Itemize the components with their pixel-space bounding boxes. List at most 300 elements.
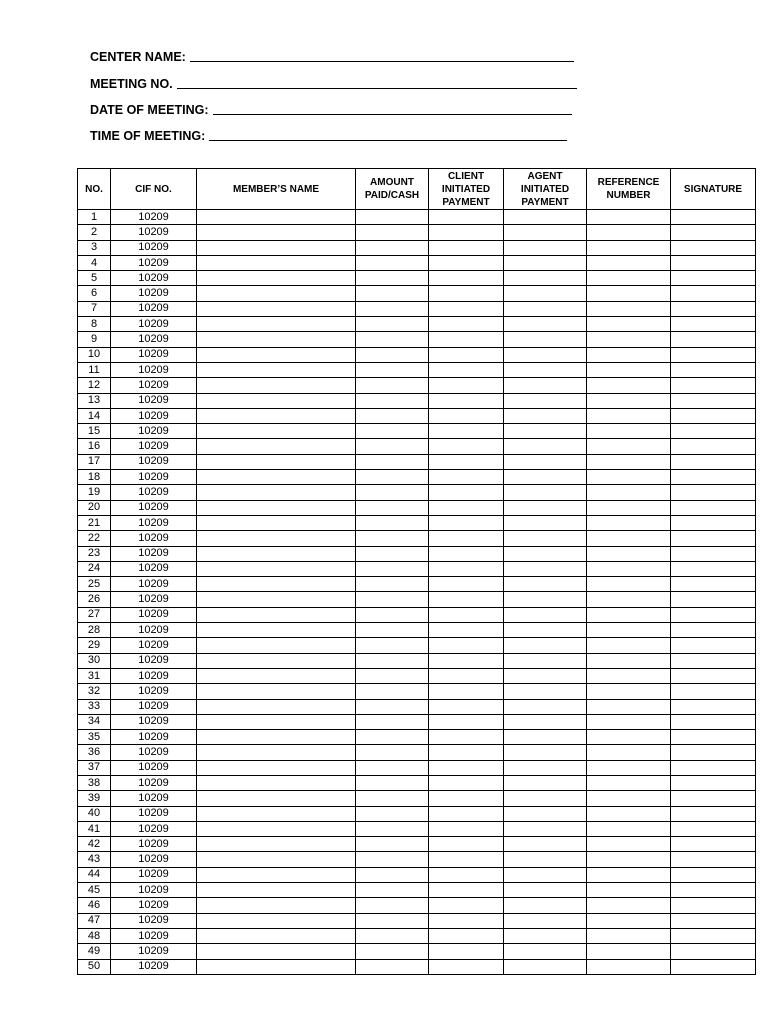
agent-initiated-payment-cell[interactable] bbox=[504, 653, 587, 668]
agent-initiated-payment-cell[interactable] bbox=[504, 210, 587, 225]
client-initiated-payment-cell[interactable] bbox=[429, 730, 504, 745]
member-name-cell[interactable] bbox=[197, 301, 356, 316]
agent-initiated-payment-cell[interactable] bbox=[504, 408, 587, 423]
signature-cell[interactable] bbox=[671, 775, 756, 790]
amount-paid-cash-cell[interactable] bbox=[356, 806, 429, 821]
reference-number-cell[interactable] bbox=[587, 485, 671, 500]
member-name-cell[interactable] bbox=[197, 607, 356, 622]
client-initiated-payment-cell[interactable] bbox=[429, 271, 504, 286]
reference-number-cell[interactable] bbox=[587, 760, 671, 775]
signature-cell[interactable] bbox=[671, 347, 756, 362]
signature-cell[interactable] bbox=[671, 286, 756, 301]
agent-initiated-payment-cell[interactable] bbox=[504, 959, 587, 974]
signature-cell[interactable] bbox=[671, 699, 756, 714]
reference-number-cell[interactable] bbox=[587, 347, 671, 362]
reference-number-cell[interactable] bbox=[587, 408, 671, 423]
client-initiated-payment-cell[interactable] bbox=[429, 852, 504, 867]
signature-cell[interactable] bbox=[671, 791, 756, 806]
amount-paid-cash-cell[interactable] bbox=[356, 714, 429, 729]
client-initiated-payment-cell[interactable] bbox=[429, 286, 504, 301]
reference-number-cell[interactable] bbox=[587, 225, 671, 240]
member-name-cell[interactable] bbox=[197, 898, 356, 913]
amount-paid-cash-cell[interactable] bbox=[356, 255, 429, 270]
amount-paid-cash-cell[interactable] bbox=[356, 852, 429, 867]
reference-number-cell[interactable] bbox=[587, 271, 671, 286]
member-name-cell[interactable] bbox=[197, 775, 356, 790]
signature-cell[interactable] bbox=[671, 607, 756, 622]
reference-number-cell[interactable] bbox=[587, 317, 671, 332]
signature-cell[interactable] bbox=[671, 684, 756, 699]
agent-initiated-payment-cell[interactable] bbox=[504, 623, 587, 638]
member-name-cell[interactable] bbox=[197, 913, 356, 928]
reference-number-cell[interactable] bbox=[587, 623, 671, 638]
signature-cell[interactable] bbox=[671, 638, 756, 653]
member-name-cell[interactable] bbox=[197, 623, 356, 638]
client-initiated-payment-cell[interactable] bbox=[429, 317, 504, 332]
agent-initiated-payment-cell[interactable] bbox=[504, 607, 587, 622]
amount-paid-cash-cell[interactable] bbox=[356, 317, 429, 332]
signature-cell[interactable] bbox=[671, 867, 756, 882]
reference-number-cell[interactable] bbox=[587, 745, 671, 760]
member-name-cell[interactable] bbox=[197, 730, 356, 745]
member-name-cell[interactable] bbox=[197, 684, 356, 699]
client-initiated-payment-cell[interactable] bbox=[429, 408, 504, 423]
amount-paid-cash-cell[interactable] bbox=[356, 638, 429, 653]
client-initiated-payment-cell[interactable] bbox=[429, 699, 504, 714]
signature-cell[interactable] bbox=[671, 408, 756, 423]
client-initiated-payment-cell[interactable] bbox=[429, 546, 504, 561]
client-initiated-payment-cell[interactable] bbox=[429, 913, 504, 928]
amount-paid-cash-cell[interactable] bbox=[356, 775, 429, 790]
amount-paid-cash-cell[interactable] bbox=[356, 546, 429, 561]
agent-initiated-payment-cell[interactable] bbox=[504, 362, 587, 377]
member-name-cell[interactable] bbox=[197, 668, 356, 683]
client-initiated-payment-cell[interactable] bbox=[429, 531, 504, 546]
amount-paid-cash-cell[interactable] bbox=[356, 867, 429, 882]
agent-initiated-payment-cell[interactable] bbox=[504, 515, 587, 530]
agent-initiated-payment-cell[interactable] bbox=[504, 485, 587, 500]
member-name-cell[interactable] bbox=[197, 531, 356, 546]
member-name-cell[interactable] bbox=[197, 286, 356, 301]
client-initiated-payment-cell[interactable] bbox=[429, 454, 504, 469]
client-initiated-payment-cell[interactable] bbox=[429, 362, 504, 377]
client-initiated-payment-cell[interactable] bbox=[429, 515, 504, 530]
signature-cell[interactable] bbox=[671, 332, 756, 347]
amount-paid-cash-cell[interactable] bbox=[356, 959, 429, 974]
client-initiated-payment-cell[interactable] bbox=[429, 378, 504, 393]
reference-number-cell[interactable] bbox=[587, 531, 671, 546]
signature-cell[interactable] bbox=[671, 577, 756, 592]
reference-number-cell[interactable] bbox=[587, 775, 671, 790]
member-name-cell[interactable] bbox=[197, 210, 356, 225]
signature-cell[interactable] bbox=[671, 485, 756, 500]
client-initiated-payment-cell[interactable] bbox=[429, 837, 504, 852]
client-initiated-payment-cell[interactable] bbox=[429, 806, 504, 821]
amount-paid-cash-cell[interactable] bbox=[356, 301, 429, 316]
amount-paid-cash-cell[interactable] bbox=[356, 332, 429, 347]
reference-number-cell[interactable] bbox=[587, 684, 671, 699]
reference-number-cell[interactable] bbox=[587, 607, 671, 622]
amount-paid-cash-cell[interactable] bbox=[356, 607, 429, 622]
member-name-cell[interactable] bbox=[197, 944, 356, 959]
amount-paid-cash-cell[interactable] bbox=[356, 837, 429, 852]
client-initiated-payment-cell[interactable] bbox=[429, 592, 504, 607]
agent-initiated-payment-cell[interactable] bbox=[504, 592, 587, 607]
member-name-cell[interactable] bbox=[197, 714, 356, 729]
amount-paid-cash-cell[interactable] bbox=[356, 760, 429, 775]
signature-cell[interactable] bbox=[671, 852, 756, 867]
member-name-cell[interactable] bbox=[197, 255, 356, 270]
signature-cell[interactable] bbox=[671, 653, 756, 668]
agent-initiated-payment-cell[interactable] bbox=[504, 791, 587, 806]
client-initiated-payment-cell[interactable] bbox=[429, 623, 504, 638]
amount-paid-cash-cell[interactable] bbox=[356, 699, 429, 714]
amount-paid-cash-cell[interactable] bbox=[356, 913, 429, 928]
reference-number-cell[interactable] bbox=[587, 699, 671, 714]
signature-cell[interactable] bbox=[671, 301, 756, 316]
signature-cell[interactable] bbox=[671, 393, 756, 408]
client-initiated-payment-cell[interactable] bbox=[429, 944, 504, 959]
amount-paid-cash-cell[interactable] bbox=[356, 928, 429, 943]
reference-number-cell[interactable] bbox=[587, 546, 671, 561]
agent-initiated-payment-cell[interactable] bbox=[504, 684, 587, 699]
agent-initiated-payment-cell[interactable] bbox=[504, 898, 587, 913]
client-initiated-payment-cell[interactable] bbox=[429, 470, 504, 485]
agent-initiated-payment-cell[interactable] bbox=[504, 240, 587, 255]
signature-cell[interactable] bbox=[671, 424, 756, 439]
reference-number-cell[interactable] bbox=[587, 928, 671, 943]
signature-cell[interactable] bbox=[671, 806, 756, 821]
agent-initiated-payment-cell[interactable] bbox=[504, 561, 587, 576]
agent-initiated-payment-cell[interactable] bbox=[504, 271, 587, 286]
agent-initiated-payment-cell[interactable] bbox=[504, 699, 587, 714]
agent-initiated-payment-cell[interactable] bbox=[504, 577, 587, 592]
agent-initiated-payment-cell[interactable] bbox=[504, 286, 587, 301]
reference-number-cell[interactable] bbox=[587, 454, 671, 469]
amount-paid-cash-cell[interactable] bbox=[356, 653, 429, 668]
amount-paid-cash-cell[interactable] bbox=[356, 240, 429, 255]
member-name-cell[interactable] bbox=[197, 225, 356, 240]
reference-number-cell[interactable] bbox=[587, 898, 671, 913]
amount-paid-cash-cell[interactable] bbox=[356, 515, 429, 530]
amount-paid-cash-cell[interactable] bbox=[356, 577, 429, 592]
client-initiated-payment-cell[interactable] bbox=[429, 714, 504, 729]
amount-paid-cash-cell[interactable] bbox=[356, 470, 429, 485]
member-name-cell[interactable] bbox=[197, 439, 356, 454]
amount-paid-cash-cell[interactable] bbox=[356, 210, 429, 225]
member-name-cell[interactable] bbox=[197, 592, 356, 607]
agent-initiated-payment-cell[interactable] bbox=[504, 806, 587, 821]
signature-cell[interactable] bbox=[671, 515, 756, 530]
member-name-cell[interactable] bbox=[197, 577, 356, 592]
member-name-cell[interactable] bbox=[197, 653, 356, 668]
amount-paid-cash-cell[interactable] bbox=[356, 668, 429, 683]
signature-cell[interactable] bbox=[671, 883, 756, 898]
client-initiated-payment-cell[interactable] bbox=[429, 821, 504, 836]
agent-initiated-payment-cell[interactable] bbox=[504, 944, 587, 959]
reference-number-cell[interactable] bbox=[587, 577, 671, 592]
member-name-cell[interactable] bbox=[197, 408, 356, 423]
agent-initiated-payment-cell[interactable] bbox=[504, 760, 587, 775]
client-initiated-payment-cell[interactable] bbox=[429, 500, 504, 515]
client-initiated-payment-cell[interactable] bbox=[429, 577, 504, 592]
amount-paid-cash-cell[interactable] bbox=[356, 362, 429, 377]
client-initiated-payment-cell[interactable] bbox=[429, 745, 504, 760]
member-name-cell[interactable] bbox=[197, 852, 356, 867]
agent-initiated-payment-cell[interactable] bbox=[504, 301, 587, 316]
member-name-cell[interactable] bbox=[197, 393, 356, 408]
amount-paid-cash-cell[interactable] bbox=[356, 730, 429, 745]
agent-initiated-payment-cell[interactable] bbox=[504, 638, 587, 653]
amount-paid-cash-cell[interactable] bbox=[356, 944, 429, 959]
signature-cell[interactable] bbox=[671, 623, 756, 638]
amount-paid-cash-cell[interactable] bbox=[356, 286, 429, 301]
member-name-cell[interactable] bbox=[197, 561, 356, 576]
agent-initiated-payment-cell[interactable] bbox=[504, 883, 587, 898]
reference-number-cell[interactable] bbox=[587, 913, 671, 928]
member-name-cell[interactable] bbox=[197, 454, 356, 469]
signature-cell[interactable] bbox=[671, 928, 756, 943]
member-name-cell[interactable] bbox=[197, 378, 356, 393]
amount-paid-cash-cell[interactable] bbox=[356, 454, 429, 469]
client-initiated-payment-cell[interactable] bbox=[429, 561, 504, 576]
member-name-cell[interactable] bbox=[197, 837, 356, 852]
reference-number-cell[interactable] bbox=[587, 500, 671, 515]
agent-initiated-payment-cell[interactable] bbox=[504, 668, 587, 683]
agent-initiated-payment-cell[interactable] bbox=[504, 821, 587, 836]
member-name-cell[interactable] bbox=[197, 928, 356, 943]
agent-initiated-payment-cell[interactable] bbox=[504, 470, 587, 485]
agent-initiated-payment-cell[interactable] bbox=[504, 347, 587, 362]
reference-number-cell[interactable] bbox=[587, 240, 671, 255]
amount-paid-cash-cell[interactable] bbox=[356, 408, 429, 423]
signature-cell[interactable] bbox=[671, 470, 756, 485]
amount-paid-cash-cell[interactable] bbox=[356, 531, 429, 546]
reference-number-cell[interactable] bbox=[587, 821, 671, 836]
reference-number-cell[interactable] bbox=[587, 561, 671, 576]
reference-number-cell[interactable] bbox=[587, 730, 671, 745]
agent-initiated-payment-cell[interactable] bbox=[504, 913, 587, 928]
client-initiated-payment-cell[interactable] bbox=[429, 485, 504, 500]
member-name-cell[interactable] bbox=[197, 821, 356, 836]
signature-cell[interactable] bbox=[671, 271, 756, 286]
agent-initiated-payment-cell[interactable] bbox=[504, 424, 587, 439]
signature-cell[interactable] bbox=[671, 745, 756, 760]
client-initiated-payment-cell[interactable] bbox=[429, 424, 504, 439]
agent-initiated-payment-cell[interactable] bbox=[504, 225, 587, 240]
client-initiated-payment-cell[interactable] bbox=[429, 255, 504, 270]
reference-number-cell[interactable] bbox=[587, 378, 671, 393]
signature-cell[interactable] bbox=[671, 255, 756, 270]
reference-number-cell[interactable] bbox=[587, 332, 671, 347]
reference-number-cell[interactable] bbox=[587, 959, 671, 974]
client-initiated-payment-cell[interactable] bbox=[429, 684, 504, 699]
amount-paid-cash-cell[interactable] bbox=[356, 393, 429, 408]
member-name-cell[interactable] bbox=[197, 760, 356, 775]
reference-number-cell[interactable] bbox=[587, 852, 671, 867]
amount-paid-cash-cell[interactable] bbox=[356, 821, 429, 836]
amount-paid-cash-cell[interactable] bbox=[356, 561, 429, 576]
client-initiated-payment-cell[interactable] bbox=[429, 760, 504, 775]
member-name-cell[interactable] bbox=[197, 347, 356, 362]
agent-initiated-payment-cell[interactable] bbox=[504, 730, 587, 745]
reference-number-cell[interactable] bbox=[587, 791, 671, 806]
agent-initiated-payment-cell[interactable] bbox=[504, 500, 587, 515]
agent-initiated-payment-cell[interactable] bbox=[504, 454, 587, 469]
member-name-cell[interactable] bbox=[197, 470, 356, 485]
reference-number-cell[interactable] bbox=[587, 470, 671, 485]
signature-cell[interactable] bbox=[671, 821, 756, 836]
member-name-cell[interactable] bbox=[197, 424, 356, 439]
signature-cell[interactable] bbox=[671, 714, 756, 729]
signature-cell[interactable] bbox=[671, 760, 756, 775]
client-initiated-payment-cell[interactable] bbox=[429, 653, 504, 668]
client-initiated-payment-cell[interactable] bbox=[429, 791, 504, 806]
reference-number-cell[interactable] bbox=[587, 714, 671, 729]
agent-initiated-payment-cell[interactable] bbox=[504, 332, 587, 347]
member-name-cell[interactable] bbox=[197, 806, 356, 821]
agent-initiated-payment-cell[interactable] bbox=[504, 255, 587, 270]
signature-cell[interactable] bbox=[671, 546, 756, 561]
client-initiated-payment-cell[interactable] bbox=[429, 928, 504, 943]
amount-paid-cash-cell[interactable] bbox=[356, 271, 429, 286]
reference-number-cell[interactable] bbox=[587, 806, 671, 821]
member-name-cell[interactable] bbox=[197, 638, 356, 653]
agent-initiated-payment-cell[interactable] bbox=[504, 317, 587, 332]
member-name-cell[interactable] bbox=[197, 699, 356, 714]
member-name-cell[interactable] bbox=[197, 485, 356, 500]
client-initiated-payment-cell[interactable] bbox=[429, 883, 504, 898]
amount-paid-cash-cell[interactable] bbox=[356, 684, 429, 699]
member-name-cell[interactable] bbox=[197, 883, 356, 898]
amount-paid-cash-cell[interactable] bbox=[356, 745, 429, 760]
signature-cell[interactable] bbox=[671, 592, 756, 607]
member-name-cell[interactable] bbox=[197, 546, 356, 561]
client-initiated-payment-cell[interactable] bbox=[429, 439, 504, 454]
agent-initiated-payment-cell[interactable] bbox=[504, 546, 587, 561]
member-name-cell[interactable] bbox=[197, 745, 356, 760]
agent-initiated-payment-cell[interactable] bbox=[504, 393, 587, 408]
signature-cell[interactable] bbox=[671, 561, 756, 576]
meeting-no-blank-line[interactable] bbox=[177, 88, 577, 89]
signature-cell[interactable] bbox=[671, 837, 756, 852]
reference-number-cell[interactable] bbox=[587, 424, 671, 439]
member-name-cell[interactable] bbox=[197, 500, 356, 515]
signature-cell[interactable] bbox=[671, 531, 756, 546]
signature-cell[interactable] bbox=[671, 240, 756, 255]
agent-initiated-payment-cell[interactable] bbox=[504, 837, 587, 852]
amount-paid-cash-cell[interactable] bbox=[356, 791, 429, 806]
reference-number-cell[interactable] bbox=[587, 592, 671, 607]
amount-paid-cash-cell[interactable] bbox=[356, 347, 429, 362]
client-initiated-payment-cell[interactable] bbox=[429, 225, 504, 240]
client-initiated-payment-cell[interactable] bbox=[429, 332, 504, 347]
member-name-cell[interactable] bbox=[197, 867, 356, 882]
signature-cell[interactable] bbox=[671, 898, 756, 913]
reference-number-cell[interactable] bbox=[587, 210, 671, 225]
reference-number-cell[interactable] bbox=[587, 362, 671, 377]
amount-paid-cash-cell[interactable] bbox=[356, 225, 429, 240]
client-initiated-payment-cell[interactable] bbox=[429, 393, 504, 408]
member-name-cell[interactable] bbox=[197, 240, 356, 255]
signature-cell[interactable] bbox=[671, 500, 756, 515]
signature-cell[interactable] bbox=[671, 210, 756, 225]
member-name-cell[interactable] bbox=[197, 317, 356, 332]
reference-number-cell[interactable] bbox=[587, 668, 671, 683]
member-name-cell[interactable] bbox=[197, 791, 356, 806]
member-name-cell[interactable] bbox=[197, 271, 356, 286]
amount-paid-cash-cell[interactable] bbox=[356, 485, 429, 500]
amount-paid-cash-cell[interactable] bbox=[356, 883, 429, 898]
reference-number-cell[interactable] bbox=[587, 883, 671, 898]
signature-cell[interactable] bbox=[671, 225, 756, 240]
agent-initiated-payment-cell[interactable] bbox=[504, 378, 587, 393]
amount-paid-cash-cell[interactable] bbox=[356, 592, 429, 607]
reference-number-cell[interactable] bbox=[587, 944, 671, 959]
agent-initiated-payment-cell[interactable] bbox=[504, 531, 587, 546]
client-initiated-payment-cell[interactable] bbox=[429, 607, 504, 622]
signature-cell[interactable] bbox=[671, 439, 756, 454]
signature-cell[interactable] bbox=[671, 668, 756, 683]
reference-number-cell[interactable] bbox=[587, 638, 671, 653]
signature-cell[interactable] bbox=[671, 378, 756, 393]
signature-cell[interactable] bbox=[671, 959, 756, 974]
agent-initiated-payment-cell[interactable] bbox=[504, 775, 587, 790]
amount-paid-cash-cell[interactable] bbox=[356, 424, 429, 439]
date-of-meeting-blank-line[interactable] bbox=[213, 114, 572, 115]
agent-initiated-payment-cell[interactable] bbox=[504, 745, 587, 760]
reference-number-cell[interactable] bbox=[587, 286, 671, 301]
reference-number-cell[interactable] bbox=[587, 515, 671, 530]
amount-paid-cash-cell[interactable] bbox=[356, 500, 429, 515]
member-name-cell[interactable] bbox=[197, 959, 356, 974]
signature-cell[interactable] bbox=[671, 913, 756, 928]
member-name-cell[interactable] bbox=[197, 332, 356, 347]
amount-paid-cash-cell[interactable] bbox=[356, 378, 429, 393]
agent-initiated-payment-cell[interactable] bbox=[504, 714, 587, 729]
agent-initiated-payment-cell[interactable] bbox=[504, 852, 587, 867]
reference-number-cell[interactable] bbox=[587, 301, 671, 316]
client-initiated-payment-cell[interactable] bbox=[429, 210, 504, 225]
reference-number-cell[interactable] bbox=[587, 255, 671, 270]
client-initiated-payment-cell[interactable] bbox=[429, 775, 504, 790]
member-name-cell[interactable] bbox=[197, 515, 356, 530]
signature-cell[interactable] bbox=[671, 730, 756, 745]
agent-initiated-payment-cell[interactable] bbox=[504, 867, 587, 882]
client-initiated-payment-cell[interactable] bbox=[429, 240, 504, 255]
agent-initiated-payment-cell[interactable] bbox=[504, 928, 587, 943]
signature-cell[interactable] bbox=[671, 362, 756, 377]
amount-paid-cash-cell[interactable] bbox=[356, 439, 429, 454]
agent-initiated-payment-cell[interactable] bbox=[504, 439, 587, 454]
member-name-cell[interactable] bbox=[197, 362, 356, 377]
reference-number-cell[interactable] bbox=[587, 439, 671, 454]
reference-number-cell[interactable] bbox=[587, 867, 671, 882]
signature-cell[interactable] bbox=[671, 317, 756, 332]
client-initiated-payment-cell[interactable] bbox=[429, 898, 504, 913]
client-initiated-payment-cell[interactable] bbox=[429, 959, 504, 974]
amount-paid-cash-cell[interactable] bbox=[356, 898, 429, 913]
client-initiated-payment-cell[interactable] bbox=[429, 668, 504, 683]
client-initiated-payment-cell[interactable] bbox=[429, 301, 504, 316]
client-initiated-payment-cell[interactable] bbox=[429, 347, 504, 362]
signature-cell[interactable] bbox=[671, 944, 756, 959]
client-initiated-payment-cell[interactable] bbox=[429, 867, 504, 882]
amount-paid-cash-cell[interactable] bbox=[356, 623, 429, 638]
center-name-blank-line[interactable] bbox=[190, 61, 574, 62]
time-of-meeting-blank-line[interactable] bbox=[209, 140, 567, 141]
signature-cell[interactable] bbox=[671, 454, 756, 469]
